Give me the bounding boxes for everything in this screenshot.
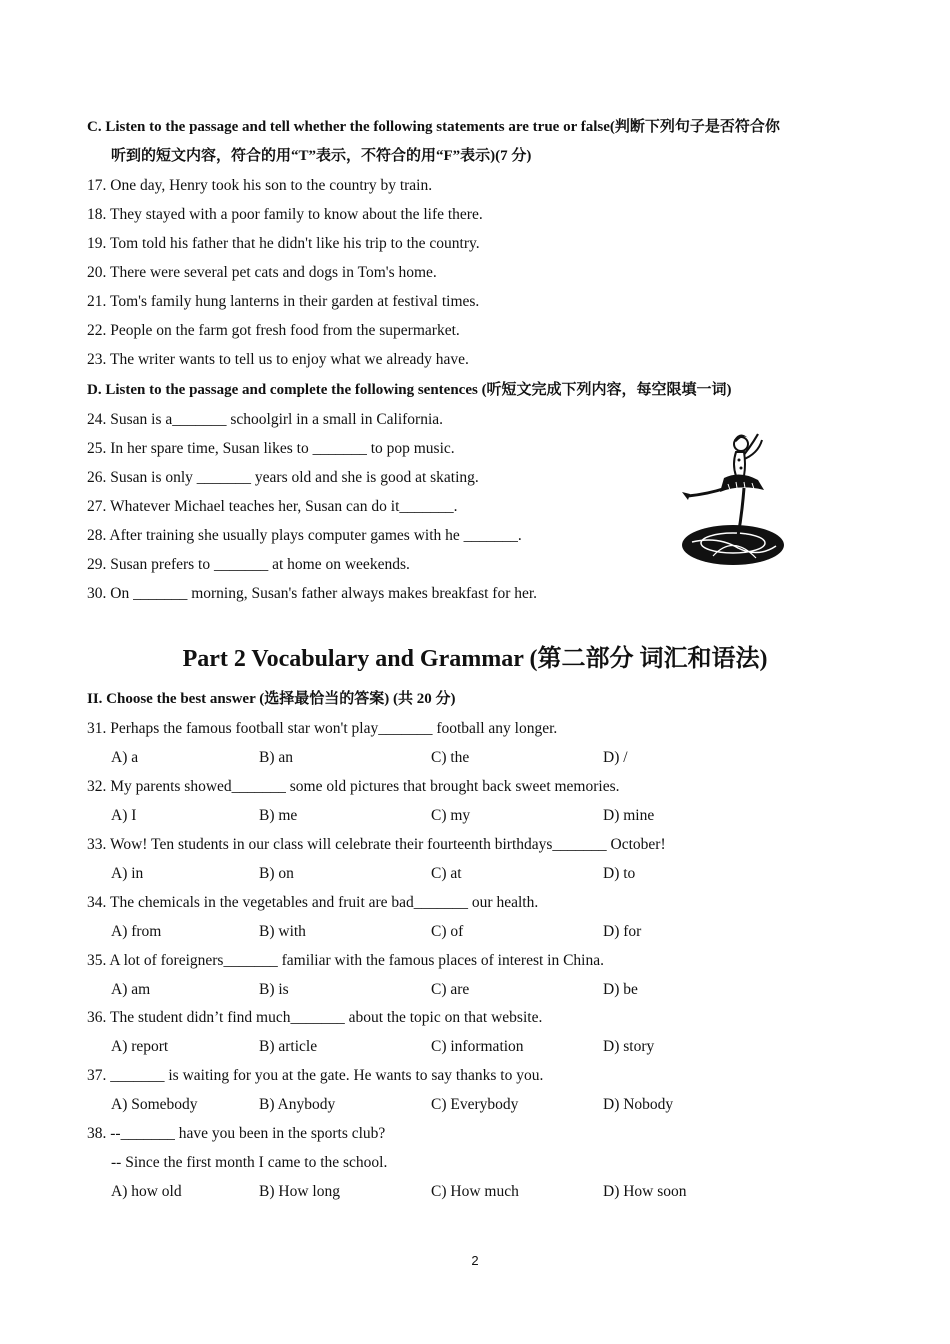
option-d: D) be [603, 981, 638, 998]
option-a: A) how old [111, 1183, 182, 1200]
sentence-item: 30. On _______ morning, Susan's father always makes breakfast for her. [87, 585, 538, 602]
question-37: 37. _______ is waiting for you at the gate. He wants to say thanks to you. [87, 1067, 544, 1084]
option-b: B) with [259, 923, 306, 940]
option-d: D) story [603, 1038, 655, 1055]
statement-item: 23. The writer wants to tell us to enjoy what we already have. [87, 351, 469, 368]
option-a: A) am [111, 981, 151, 998]
sentence-item: 26. Susan is only _______ years old and she is good at skating. [87, 469, 479, 486]
statement-item: 19. Tom told his father that he didn't like his trip to the country. [87, 235, 480, 252]
part-2-title: Part 2 Vocabulary and Grammar (第二部分 词汇和语法) [182, 646, 768, 672]
option-c: C) the [431, 749, 470, 766]
statement-item: 17. One day, Henry took his son to the country by train. [87, 177, 433, 194]
section-d-heading: D. Listen to the passage and complete the following sentences (听短文完成下列内容，每空限填一词) [87, 382, 732, 398]
option-b: B) Anybody [259, 1096, 336, 1113]
option-c: C) my [431, 807, 471, 824]
option-b: B) me [259, 807, 298, 824]
statement-item: 20. There were several pet cats and dogs in Tom's home. [87, 264, 437, 281]
figure-skater-icon [678, 424, 788, 569]
statement-item: 18. They stayed with a poor family to know about the life there. [87, 206, 483, 223]
option-c: C) at [431, 865, 462, 882]
option-d: D) Nobody [603, 1096, 674, 1113]
option-a: A) in [111, 865, 144, 882]
question-31: 31. Perhaps the famous football star won't play_______ football any longer. [87, 720, 558, 737]
question-34: 34. The chemicals in the vegetables and fruit are bad_______ our health. [87, 894, 539, 911]
sentence-item: 28. After training she usually plays computer games with he _______. [87, 527, 522, 544]
sentence-item: 25. In her spare time, Susan likes to _______ to pop music. [87, 440, 455, 457]
statement-item: 22. People on the farm got fresh food from the supermarket. [87, 322, 460, 339]
option-c: C) are [431, 981, 470, 998]
option-b: B) an [259, 749, 294, 766]
sentence-item: 24. Susan is a_______ schoolgirl in a small in California. [87, 411, 444, 428]
option-a: A) a [111, 749, 139, 766]
option-b: B) on [259, 865, 294, 882]
question-38-reply: -- Since the first month I came to the school. [111, 1154, 388, 1171]
question-32: 32. My parents showed_______ some old pictures that brought back sweet memories. [87, 778, 620, 795]
question-35: 35. A lot of foreigners_______ familiar with the famous places of interest in China. [87, 952, 604, 969]
sentence-item: 27. Whatever Michael teaches her, Susan can do it_______. [87, 498, 458, 515]
sentence-item: 29. Susan prefers to _______ at home on weekends. [87, 556, 410, 573]
option-d: D) to [603, 865, 636, 882]
option-a: A) Somebody [111, 1096, 198, 1113]
option-a: A) report [111, 1038, 169, 1055]
section-c-heading-cont: 听到的短文内容，符合的用“T”表示，不符合的用“F”表示)(7 分) [111, 148, 532, 164]
option-b: B) is [259, 981, 289, 998]
option-d: D) mine [603, 807, 655, 824]
option-c: C) information [431, 1038, 524, 1055]
statement-item: 21. Tom's family hung lanterns in their garden at festival times. [87, 293, 480, 310]
option-b: B) article [259, 1038, 318, 1055]
option-a: A) I [111, 807, 137, 824]
question-38: 38. --_______ have you been in the sports club? [87, 1125, 386, 1142]
option-a: A) from [111, 923, 162, 940]
section-ii-heading: II. Choose the best answer (选择最恰当的答案) (共 20 分) [87, 691, 456, 707]
option-c: C) Everybody [431, 1096, 519, 1113]
option-c: C) of [431, 923, 464, 940]
question-36: 36. The student didn’t find much_______ about the topic on that website. [87, 1009, 543, 1026]
option-d: D) / [603, 749, 628, 766]
section-c-heading: C. Listen to the passage and tell whether the following statements are true or false(判断下列句子是否符合你 [87, 119, 780, 135]
option-c: C) How much [431, 1183, 519, 1200]
page-number: 2 [471, 1253, 479, 1268]
option-b: B) How long [259, 1183, 340, 1200]
question-33: 33. Wow! Ten students in our class will celebrate their fourteenth birthdays_______ October! [87, 836, 666, 853]
option-d: D) for [603, 923, 642, 940]
option-d: D) How soon [603, 1183, 687, 1200]
